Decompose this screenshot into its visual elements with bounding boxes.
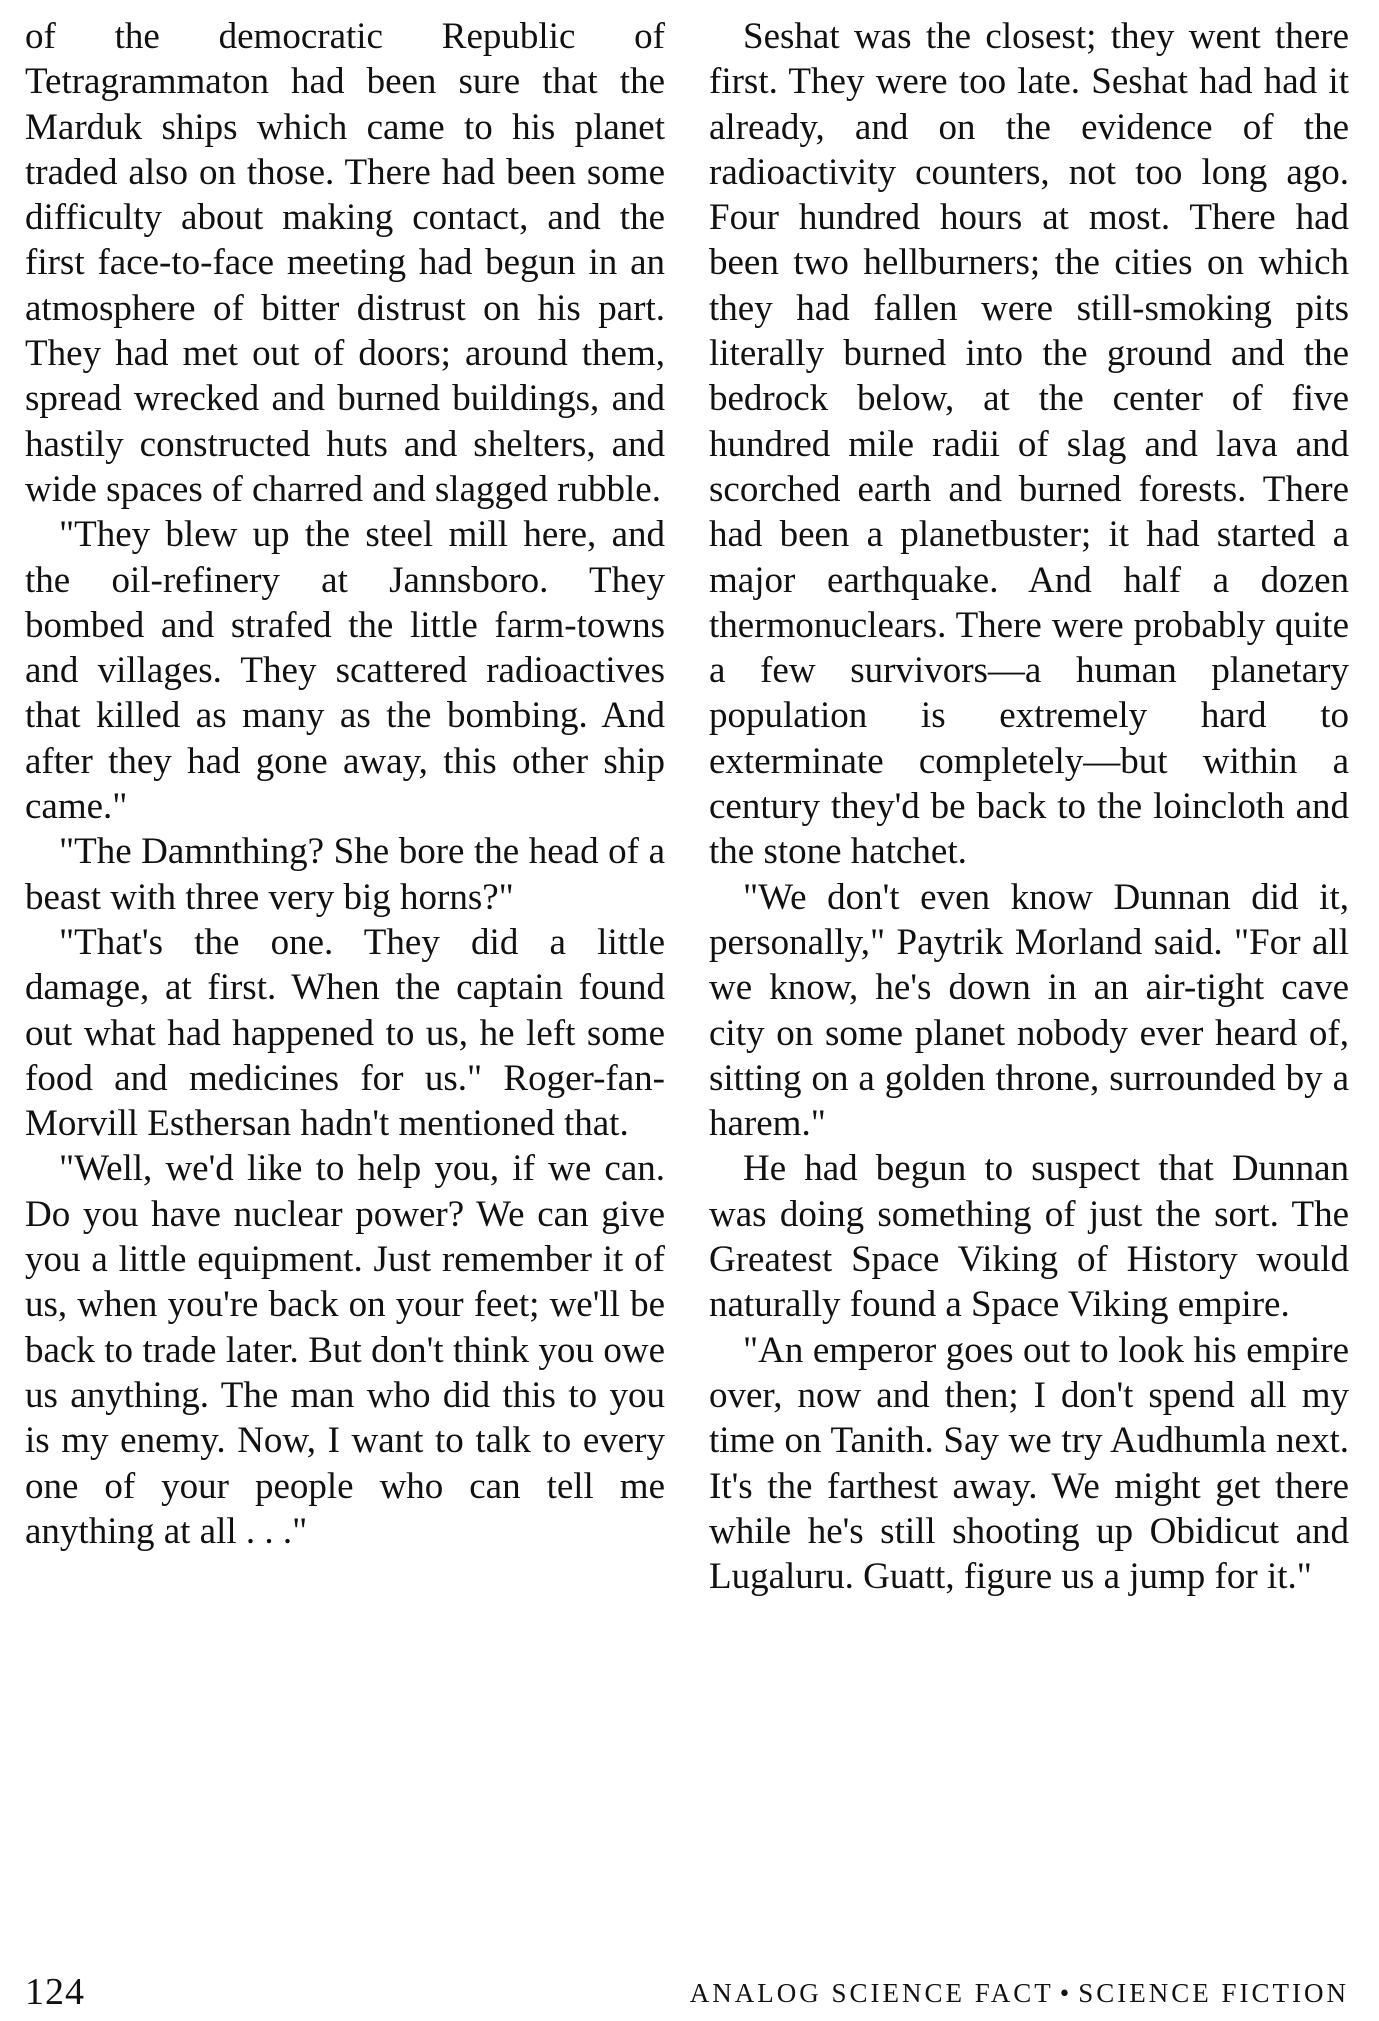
- paragraph: "Well, we'd like to help you, if we can. Do you have nuclear power? We can give you a little equipment. Just remember it of us, when you're back on your feet; we'll be back to trade later. But don't think you owe us anything. The man who did this to you is my enemy. Now, I want to talk to every one of your people who can tell me anything at all . . .": [25, 1148, 665, 1552]
- bullet-separator: •: [1059, 1978, 1073, 2008]
- running-footer: [690, 1978, 1349, 2009]
- paragraph: Seshat was the closest; they went there first. They were too late. Seshat had had it already, and on the evidence of the radioactivity counters, not too long ago. Four hundred hours at most. There had been two hellburners; the cities on which they had fallen were still-smoking pits literally burned into the ground and the bedrock below, at the center of five hundred mile radii of slag and lava and scorched earth and burned forests. There had been a planetbuster; it had started a major earthquake. And half a dozen thermonuclears. There were probably quite a few survivors—a human planetary population is extremely hard to exterminate completely—but within a century they'd be back to the loincloth and the stone hatchet.: [709, 16, 1349, 873]
- paragraph: "We don't even know Dunnan did it, personally," Paytrik Morland said. "For all we know, he's down in an air-tight cave city on some planet nobody ever heard of, sitting on a golden throne, surrounded by a harem.": [709, 876, 1349, 1145]
- paragraph: "That's the one. They did a little damage, at first. When the captain found out what had happened to us, he left some food and medicines for us." Roger-fan-Morvill Esthersan hadn't mentioned that.: [25, 921, 665, 1145]
- page-number: 124: [25, 1971, 85, 2013]
- paragraph: "They blew up the steel mill here, and the oil-refinery at Jannsboro. They bombed and strafed the little farm-towns and villages. They scattered radioactives that killed as many as the bombing. And after they had gone away, this other ship came.": [25, 514, 665, 828]
- paragraph: of the democratic Republic of Tetragrammaton had been sure that the Marduk ships which came to his planet traded also on those. There had been some difficulty about making contact, and the first face-to-face meeting had begun in an atmosphere of bitter distrust on his part. They had met out of doors; around them, spread wrecked and burned buildings, and hastily constructed huts and shelters, and wide spaces of charred and slagged rubble.: [25, 16, 665, 510]
- magazine-page: [25, 14, 1350, 1964]
- paragraph: He had begun to suspect that Dunnan was doing something of just the sort. The Greatest Space Viking of History would naturally found a Space Viking empire.: [709, 1148, 1349, 1326]
- magazine-title-right: SCIENCE FICTION: [1078, 1978, 1349, 2008]
- left-text-column: [25, 14, 665, 1554]
- paragraph: "The Damnthing? She bore the head of a beast with three very big horns?": [25, 831, 665, 918]
- paragraph: "An emperor goes out to look his empire over, now and then; I don't spend all my time on Tanith. Say we try Audhumla next. It's the farthest away. We might get there while he's still shooting up Obidicut and Lugaluru. Guatt, figure us a jump for it.": [709, 1329, 1349, 1598]
- right-text-column: [709, 14, 1349, 1599]
- magazine-title-left: ANALOG SCIENCE FACT: [689, 1978, 1054, 2008]
